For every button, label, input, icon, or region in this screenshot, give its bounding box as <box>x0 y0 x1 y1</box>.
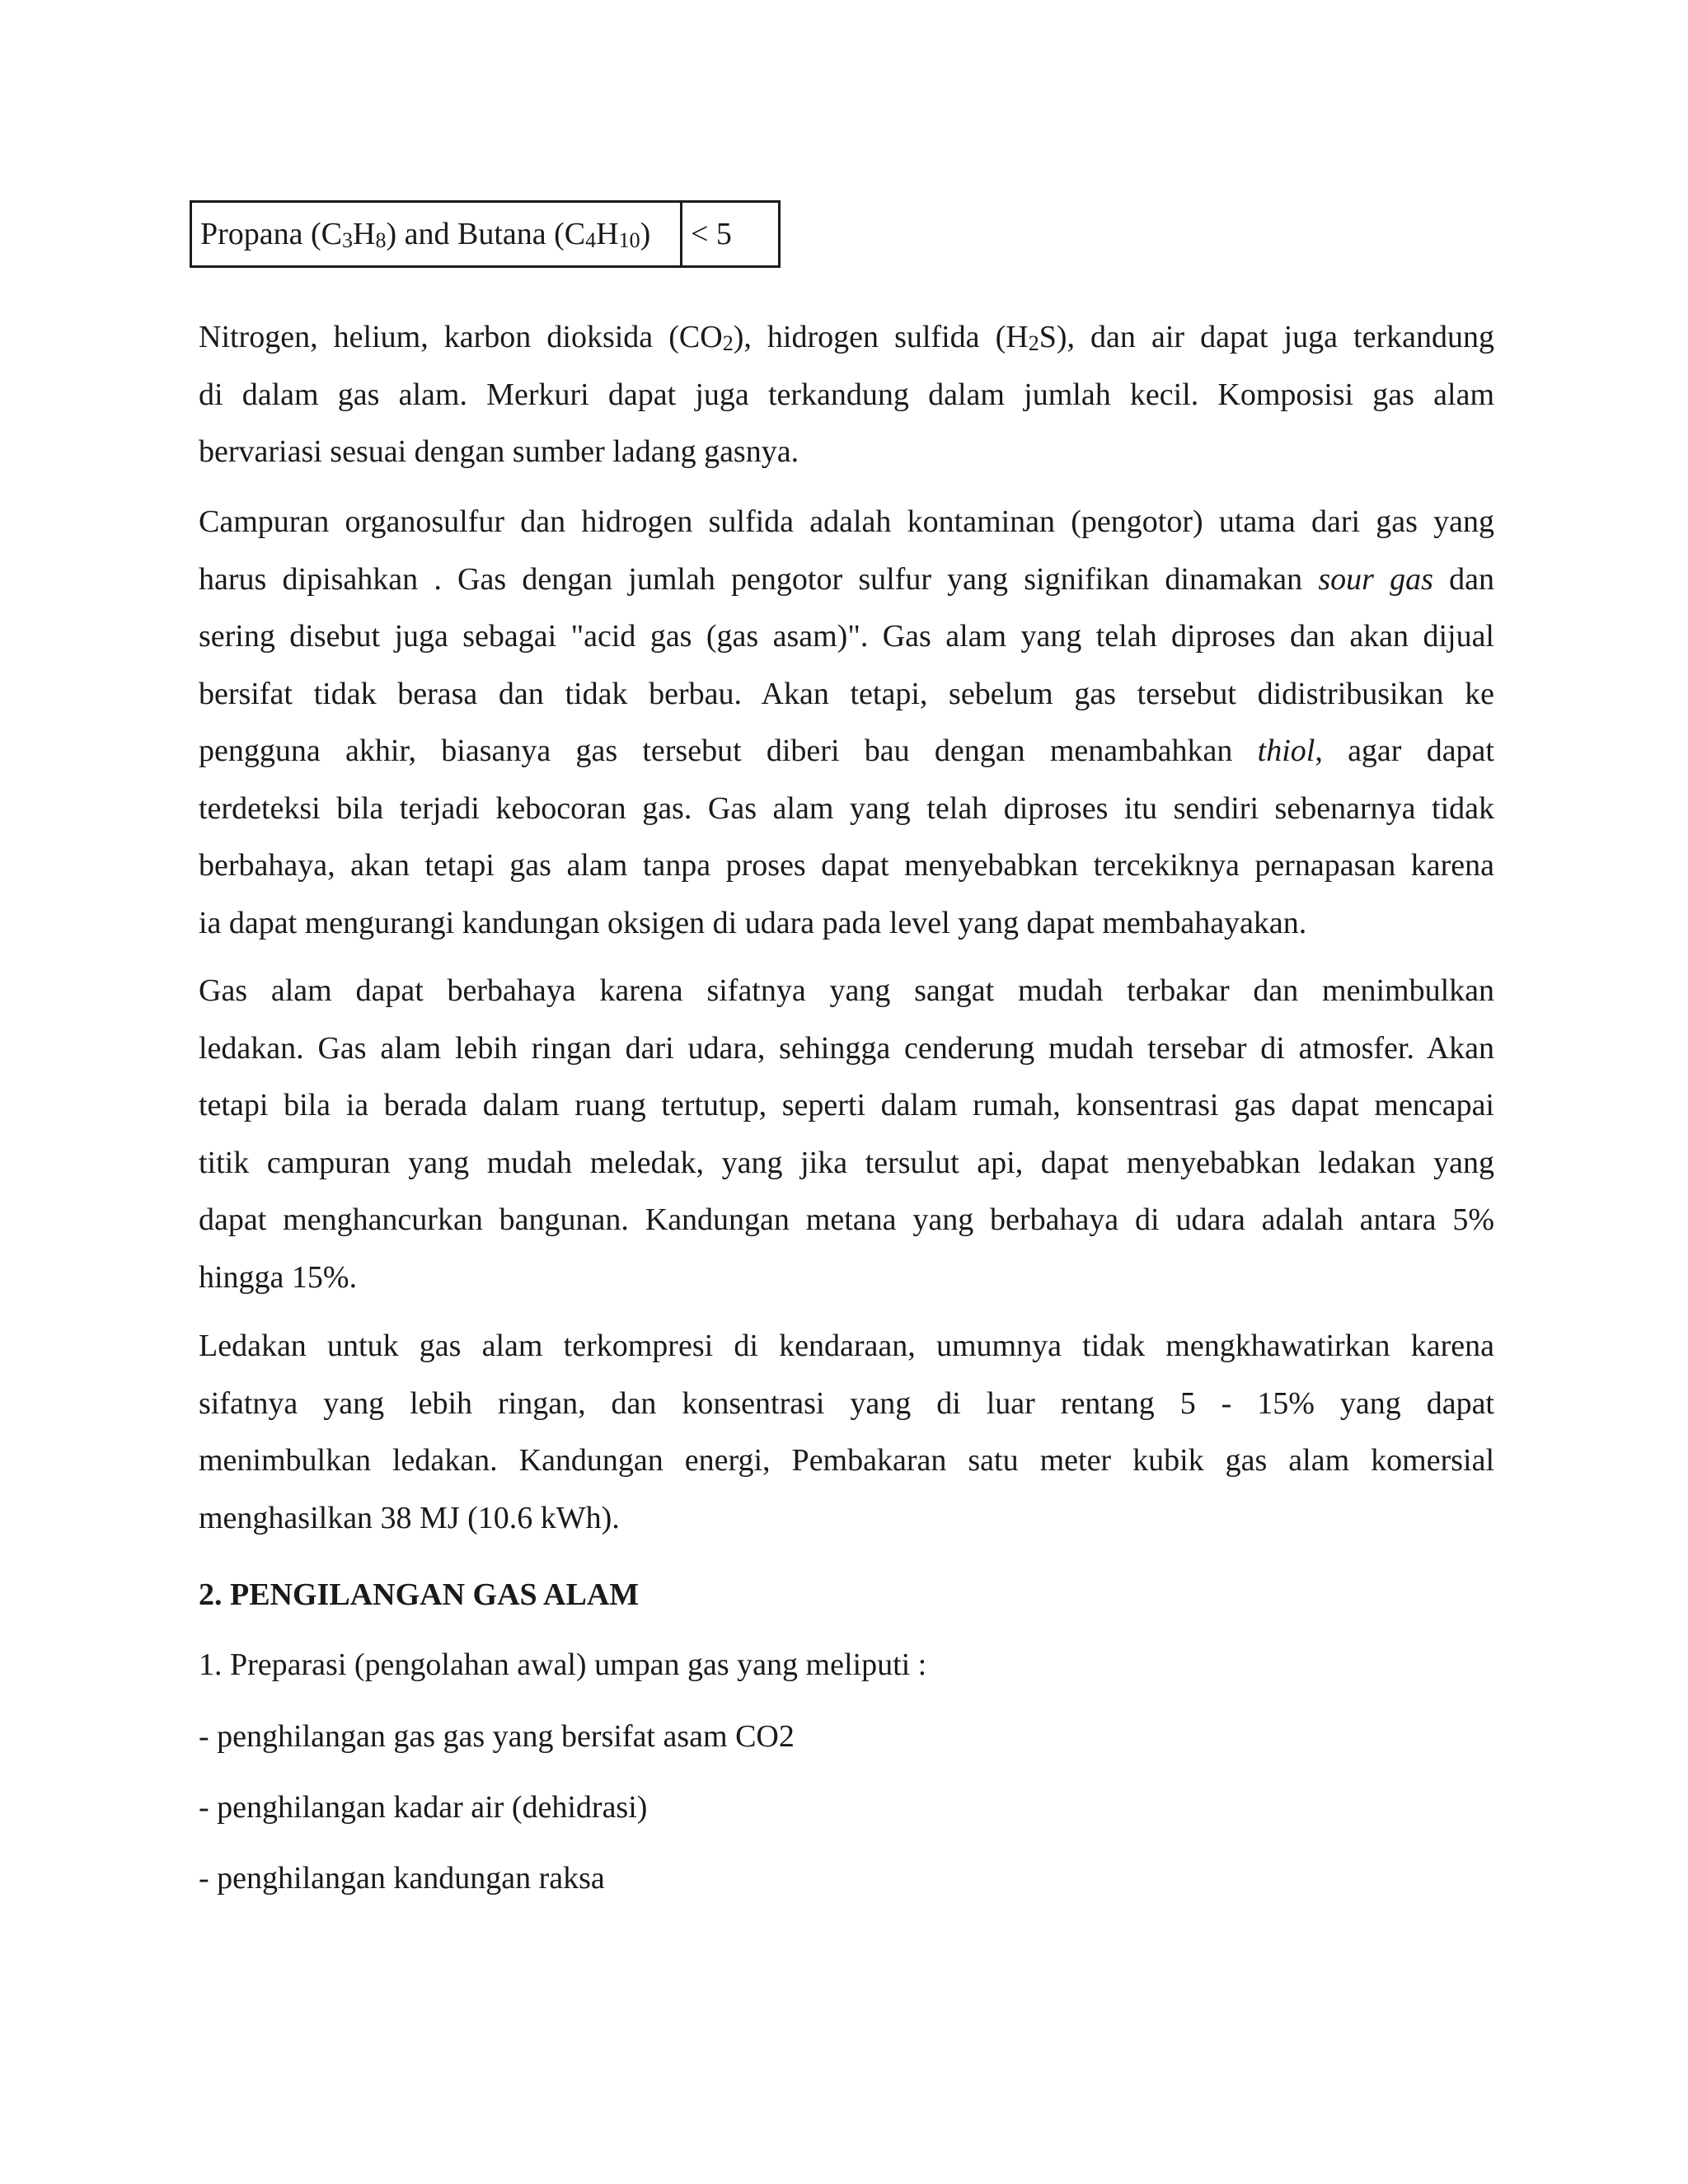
text-line: titik campuran yang mudah meledak, yang jika tersulut api, dapat menyebabkan ledakan yang <box>199 1145 1494 1180</box>
text-line: menghasilkan 38 MJ (10.6 kWh). <box>199 1500 620 1535</box>
text-line: sering disebut juga sebagai "acid gas (gas asam)". Gas alam yang telah diproses dan akan dijual <box>199 619 1494 654</box>
list-item: - penghilangan kadar air (dehidrasi) <box>199 1790 648 1825</box>
text-line: terdeteksi bila terjadi kebocoran gas. Gas alam yang telah diproses itu sendiri sebenarnya tidak <box>199 790 1494 826</box>
paragraph-composition <box>199 309 1494 481</box>
text-line: Gas alam dapat berbahaya karena sifatnya yang sangat mudah terbakar dan menimbulkan <box>199 973 1494 1008</box>
text-line: di dalam gas alam. Merkuri dapat juga terkandung dalam jumlah kecil. Komposisi gas alam <box>199 377 1494 412</box>
gas-name-cell: Propana $(C_3H_8)$ and Butana $(C_4H_{10})$ <box>191 202 682 267</box>
text-line: menimbulkan ledakan. Kandungan energi, Pembakaran satu meter kubik gas alam komersial <box>199 1443 1494 1478</box>
text-line: hingga 15%. <box>199 1259 358 1295</box>
text-line: tetapi bila ia berada dalam ruang tertutup, seperti dalam rumah, konsentrasi gas dapat mencapai <box>199 1088 1494 1122</box>
text-line: Ledakan untuk gas alam terkompresi di kendaraan, umumnya tidak mengkhawatirkan karena <box>199 1329 1494 1363</box>
text-line: bersifat tidak berasa dan tidak berbau. Akan tetapi, sebelum gas tersebut didistribusikan ke <box>199 676 1494 711</box>
gas-value-cell: < 5 <box>682 202 780 267</box>
section-heading: 2. PENGILANGAN GAS ALAM <box>199 1577 640 1612</box>
table-row <box>191 202 780 267</box>
list-intro: 1. Preparasi (pengolahan awal) umpan gas yang meliputi : <box>199 1647 927 1682</box>
text-line: ia dapat mengurangi kandungan oksigen di udara pada level yang dapat membahayakan. <box>199 905 1307 940</box>
paragraph-danger <box>199 963 1494 1306</box>
list-item: - penghilangan gas gas yang bersifat asam CO2 <box>199 1719 795 1754</box>
paragraph-contaminants <box>199 494 1494 952</box>
list-item: - penghilangan kandungan raksa <box>199 1861 605 1896</box>
text-line: Campuran organosulfur dan hidrogen sulfida adalah kontaminan (pengotor) utama dari gas yang <box>199 504 1494 539</box>
text-line: dapat menghancurkan bangunan. Kandungan metana yang berbahaya di udara adalah antara 5% <box>199 1202 1494 1237</box>
text-line: sifatnya yang lebih ringan, dan konsentrasi yang di luar rentang 5 - 15% yang dapat <box>199 1385 1494 1421</box>
text-line: pengguna akhir, biasanya gas tersebut diberi bau dengan menambahkan thiol, agar dapat <box>199 733 1494 768</box>
text-line: Nitrogen, helium, karbon dioksida $(CO_2)$, hidrogen sulfida $(H_2S)$, dan air dapat juga terkandung <box>199 320 1494 355</box>
gas-composition-table <box>190 200 781 268</box>
text-line: harus dipisahkan . Gas dengan jumlah pengotor sulfur yang signifikan dinamakan sour gas dan <box>199 561 1494 597</box>
paragraph-explosion <box>199 1318 1494 1547</box>
text-line: bervariasi sesuai dengan sumber ladang gasnya. <box>199 434 799 469</box>
text-line: berbahaya, akan tetapi gas alam tanpa proses dapat menyebabkan tercekiknya pernapasan karena <box>199 848 1494 883</box>
text-line: ledakan. Gas alam lebih ringan dari udara, sehingga cenderung mudah tersebar di atmosfer. Akan <box>199 1030 1494 1066</box>
